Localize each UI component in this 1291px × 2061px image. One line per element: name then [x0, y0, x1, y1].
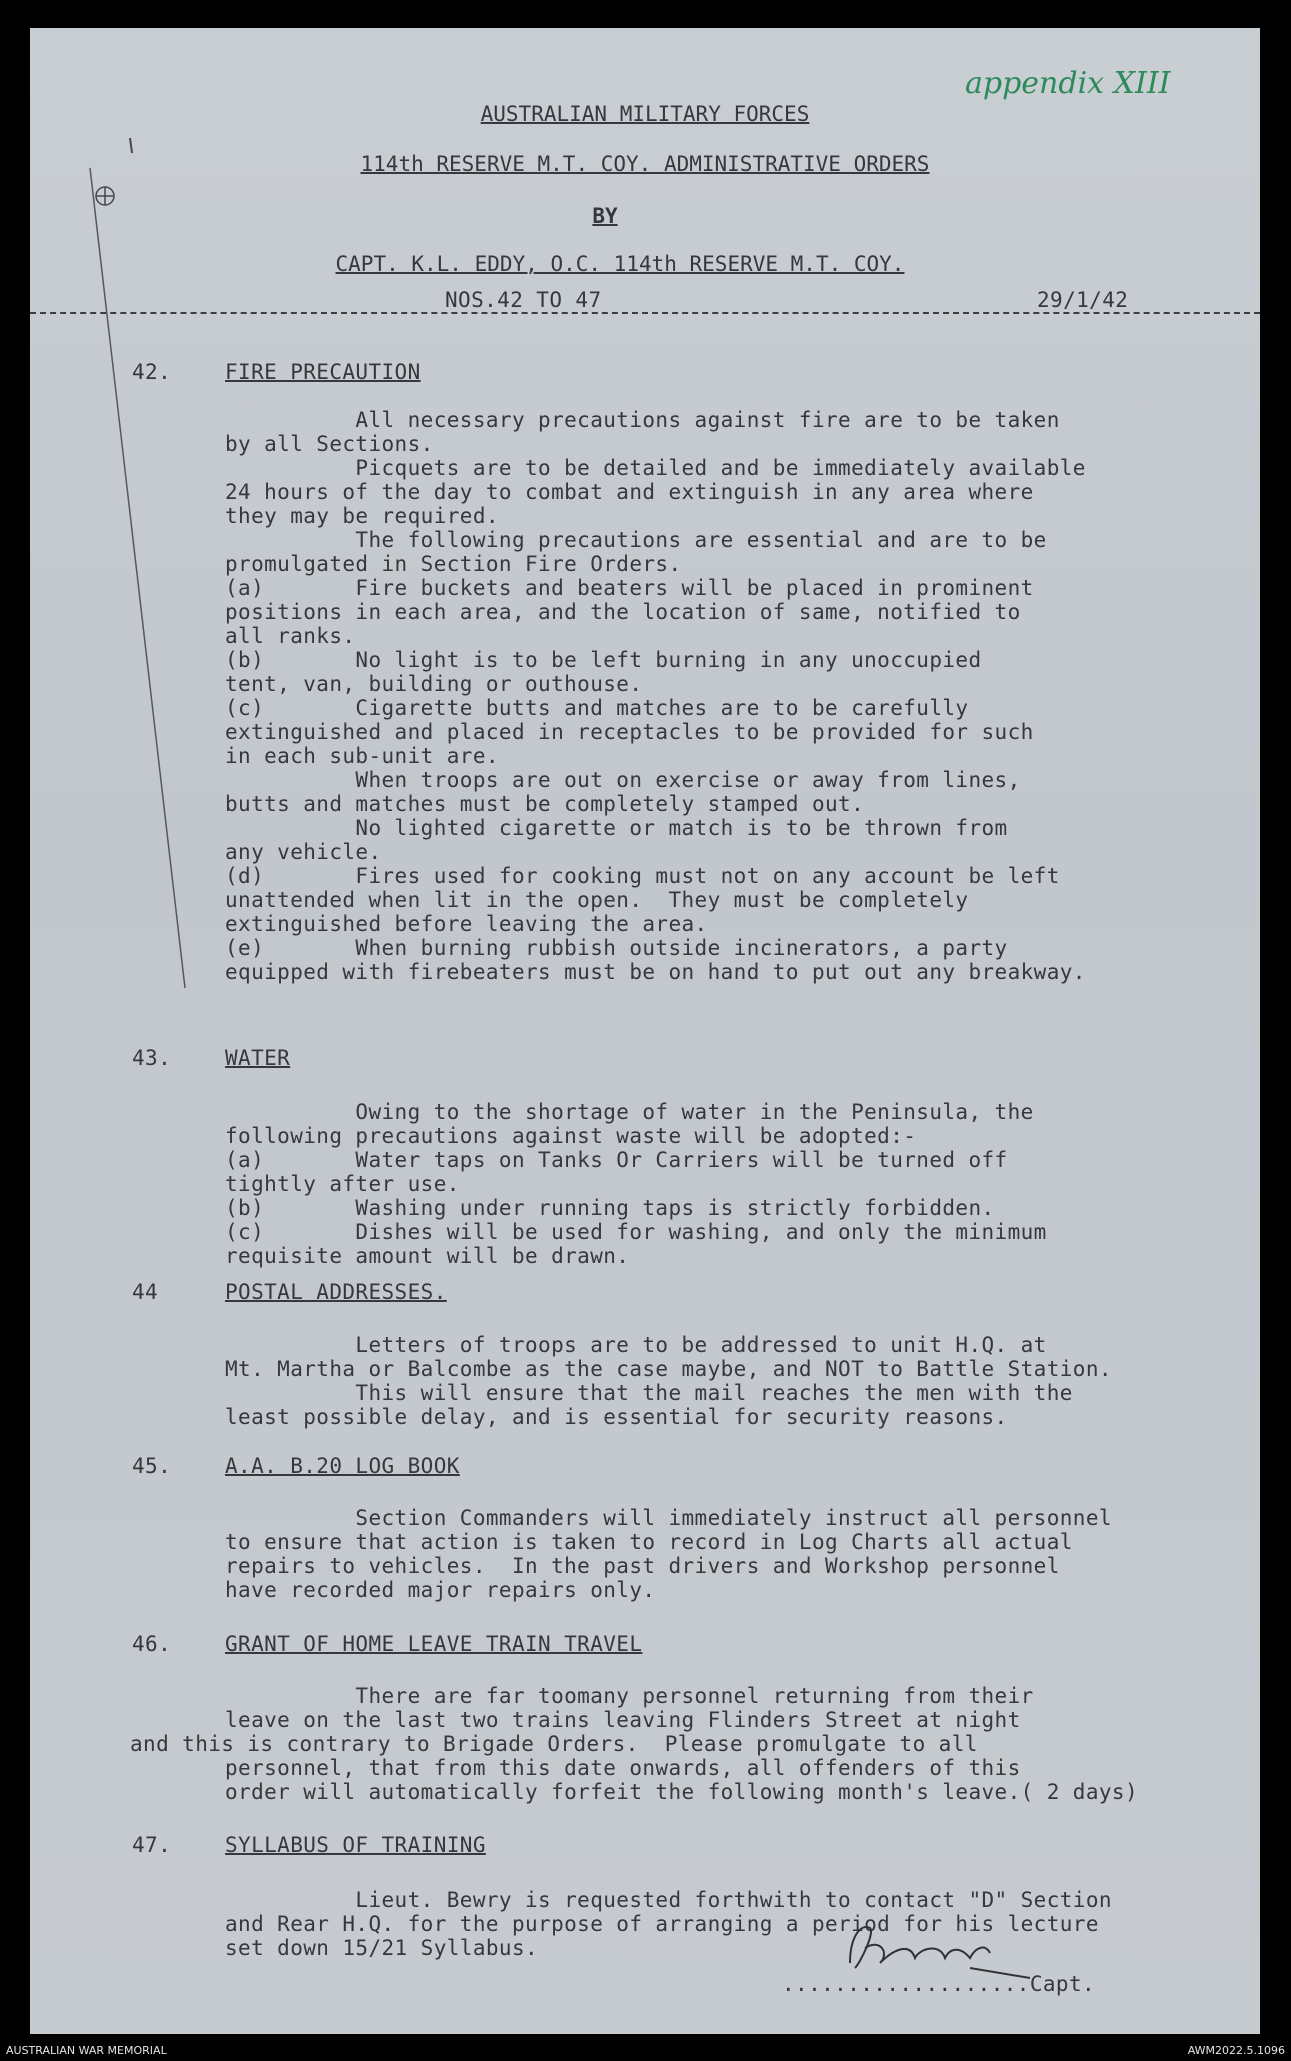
section-45-line-0: Section Commanders will immediately instruct all personnel	[225, 1506, 1112, 1530]
section-42-line-19: (d) Fires used for cooking must not on any account be left	[225, 864, 1060, 888]
section-42-number: 42.	[132, 360, 172, 384]
section-42-line-15: When troops are out on exercise or away from lines,	[225, 768, 1021, 792]
section-46-line-1: leave on the last two trains leaving Flinders Street at night	[225, 1708, 1021, 1732]
section-42-line-6: promulgated in Section Fire Orders.	[225, 552, 682, 576]
section-47-line-1: and Rear H.Q. for the purpose of arranging a period for his lecture	[225, 1912, 1099, 1936]
section-47-number: 47.	[132, 1833, 172, 1857]
section-44-title: POSTAL ADDRESSES.	[225, 1280, 447, 1304]
section-45-title: A.A. B.20 LOG BOOK	[225, 1454, 460, 1478]
section-42-line-10: (b) No light is to be left burning in any unoccupied	[225, 648, 982, 672]
section-42-line-2: Picquets are to be detailed and be immediately available	[225, 456, 1086, 480]
section-42-line-9: all ranks.	[225, 624, 356, 648]
header-line-1: AUSTRALIAN MILITARY FORCES	[480, 102, 810, 126]
section-42-line-13: extinguished and placed in receptacles to be provided for such	[225, 720, 1034, 744]
section-44-line-2: This will ensure that the mail reaches the men with the	[225, 1381, 1073, 1405]
signature-line: ...................Capt.	[782, 1972, 1096, 1996]
section-42-line-23: equipped with firebeaters must be on hand to put out any breakway.	[225, 960, 1086, 984]
section-42-line-3: 24 hours of the day to combat and extinguish in any area where	[225, 480, 1034, 504]
section-42-line-14: in each sub-unit are.	[225, 744, 499, 768]
section-43-line-5: (c) Dishes will be used for washing, and only the minimum	[225, 1220, 1047, 1244]
document-page	[30, 28, 1260, 2034]
section-47-line-2: set down 15/21 Syllabus.	[225, 1936, 539, 1960]
section-42-line-5: The following precautions are essential and are to be	[225, 528, 1047, 552]
section-42-line-18: any vehicle.	[225, 840, 382, 864]
section-42-body	[225, 408, 1086, 984]
footer-right: AWM2022.5.1096	[1187, 2044, 1285, 2057]
section-42-title: FIRE PRECAUTION	[225, 360, 421, 384]
section-42-line-0: All necessary precautions against fire are to be taken	[225, 408, 1060, 432]
section-46-line-4: order will automatically forfeit the following month's leave.( 2 days)	[225, 1780, 1139, 1804]
order-date: 29/1/42	[1037, 288, 1129, 312]
section-47-title: SYLLABUS OF TRAINING	[225, 1833, 486, 1857]
section-42-line-1: by all Sections.	[225, 432, 434, 456]
section-44-number: 44	[132, 1280, 159, 1304]
signature-icon	[820, 1908, 1080, 1988]
section-45-line-2: repairs to vehicles. In the past drivers and Workshop personnel	[225, 1554, 1060, 1578]
section-43-line-3: tightly after use.	[225, 1172, 460, 1196]
section-42-line-16: butts and matches must be completely stamped out.	[225, 792, 865, 816]
section-42-line-17: No lighted cigarette or match is to be thrown from	[225, 816, 1008, 840]
section-44-line-1: Mt. Martha or Balcombe as the case maybe, and NOT to Battle Station.	[225, 1357, 1112, 1381]
header-line-3: BY	[592, 204, 618, 228]
handwritten-annotation: appendix XIII	[965, 66, 1171, 101]
section-45-line-3: have recorded major repairs only.	[225, 1578, 656, 1602]
section-44-body	[225, 1333, 1112, 1429]
footer-left: AUSTRALIAN WAR MEMORIAL	[6, 2044, 167, 2057]
section-46-number: 46.	[132, 1632, 172, 1656]
section-43-line-2: (a) Water taps on Tanks Or Carriers will be turned off	[225, 1148, 1008, 1172]
section-42-line-12: (c) Cigarette butts and matches are to be carefully	[225, 696, 969, 720]
section-42-line-8: positions in each area, and the location of same, notified to	[225, 600, 1021, 624]
section-45-line-1: to ensure that action is taken to record in Log Charts all actual	[225, 1530, 1073, 1554]
section-43-body	[225, 1100, 1047, 1268]
section-46-body	[130, 1684, 1138, 1804]
section-46-line-3: personnel, that from this date onwards, all offenders of this	[225, 1756, 1021, 1780]
section-43-number: 43.	[132, 1046, 172, 1070]
section-47-line-0: Lieut. Bewry is requested forthwith to contact "D" Section	[225, 1888, 1112, 1912]
section-42-line-7: (a) Fire buckets and beaters will be placed in prominent	[225, 576, 1034, 600]
section-43-line-0: Owing to the shortage of water in the Peninsula, the	[225, 1100, 1034, 1124]
section-46-title: GRANT OF HOME LEAVE TRAIN TRAVEL	[225, 1632, 643, 1656]
section-45-body	[225, 1506, 1112, 1602]
section-46-line-2: and this is contrary to Brigade Orders. Please promulgate to all	[130, 1732, 978, 1756]
section-42-line-11: tent, van, building or outhouse.	[225, 672, 643, 696]
section-43-line-6: requisite amount will be drawn.	[225, 1244, 630, 1268]
section-43-line-4: (b) Washing under running taps is strictly forbidden.	[225, 1196, 995, 1220]
section-42-line-20: unattended when lit in the open. They must be completely	[225, 888, 969, 912]
section-44-line-3: least possible delay, and is essential for security reasons.	[225, 1405, 1008, 1429]
order-numbers: NOS.42 TO 47	[445, 288, 602, 312]
section-45-number: 45.	[132, 1454, 172, 1478]
section-42-line-22: (e) When burning rubbish outside incinerators, a party	[225, 936, 1008, 960]
section-43-title: WATER	[225, 1046, 291, 1070]
section-42-line-21: extinguished before leaving the area.	[225, 912, 708, 936]
section-46-line-0: There are far toomany personnel returning from their	[225, 1684, 1034, 1708]
section-43-line-1: following precautions against waste will be adopted:-	[225, 1124, 917, 1148]
section-42-line-4: they may be required.	[225, 504, 499, 528]
header-line-4: CAPT. K.L. EDDY, O.C. 114th RESERVE M.T. COY.	[335, 252, 905, 276]
section-44-line-0: Letters of troops are to be addressed to unit H.Q. at	[225, 1333, 1047, 1357]
header-line-2: 114th RESERVE M.T. COY. ADMINISTRATIVE ORDERS	[360, 152, 930, 176]
